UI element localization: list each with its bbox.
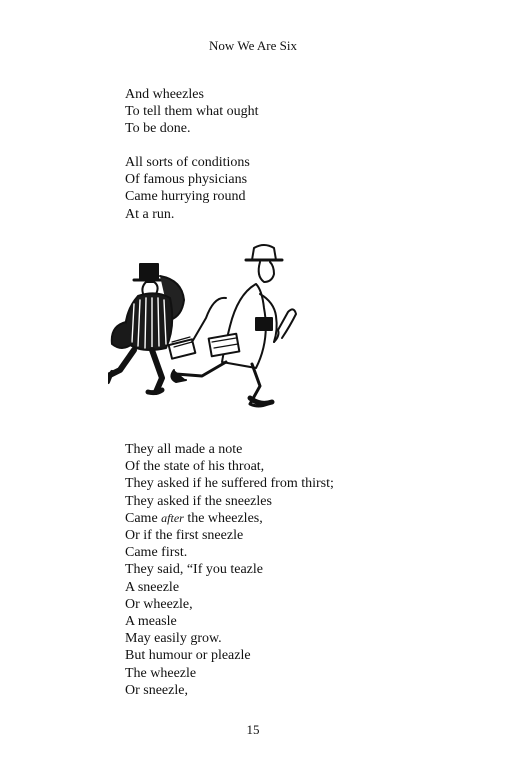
stanza-1 [125, 86, 259, 138]
stanza-2 [125, 154, 250, 223]
poem-line: Of the state of his throat, [125, 459, 265, 475]
stanza-3 [125, 441, 334, 699]
poem-line: May easily grow. [125, 631, 222, 647]
poem-line: To tell them what ought [125, 104, 259, 120]
poem-line: To be done. [125, 121, 191, 137]
poem-line: At a run. [125, 206, 175, 222]
physicians-running-illustration [108, 238, 300, 414]
poem-line: Or sneezle, [125, 682, 188, 698]
line-text: Came [125, 510, 162, 526]
running-head: Now We Are Six [209, 38, 297, 53]
line-text: the wheezles, [183, 510, 263, 526]
italic-word: after [161, 510, 184, 525]
poem-line: And wheezles [125, 87, 204, 102]
poem-line: But humour or pleazle [125, 648, 251, 664]
poem-line: The wheezle [125, 665, 197, 681]
poem-line-with-italic [125, 510, 334, 527]
poem-line: They all made a note [125, 442, 243, 457]
poem-line: Or if the first sneezle [125, 528, 244, 544]
poem-line: Of famous physicians [125, 172, 248, 188]
poem-line: They asked if the sneezles [125, 493, 272, 509]
page-number: 15 [246, 722, 260, 737]
poem-line: All sorts of conditions [125, 155, 250, 170]
poem-line: They asked if he suffered from thirst; [125, 476, 334, 492]
poem-line: A measle [125, 614, 177, 630]
poem-line: Or wheezle, [125, 596, 193, 612]
poem-line: A sneezle [125, 579, 180, 595]
poem-line: Came first. [125, 545, 188, 561]
poem-line: They said, “If you teazle [125, 562, 263, 578]
poem-line: Came hurrying round [125, 189, 246, 205]
